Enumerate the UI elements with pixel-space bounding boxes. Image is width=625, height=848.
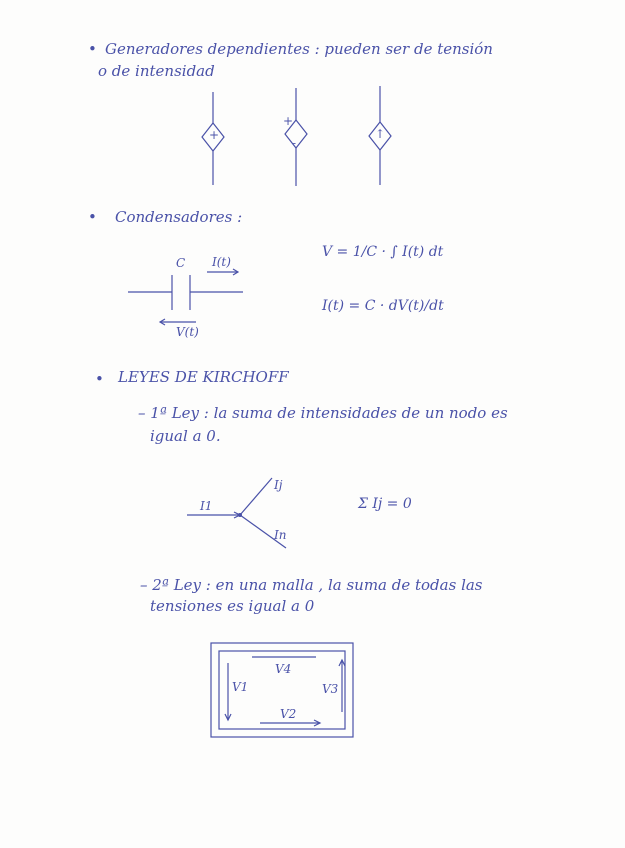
node-label-ij: Ij [274,478,283,492]
node-label-in: In [274,528,287,542]
kirchhoff-title: LEYES DE KIRCHOFF [118,368,289,386]
bullet-generadores: • [88,40,97,58]
source2-plus-symbol: + [283,114,294,128]
generadores-line1: Generadores dependientes : pueden ser de tensión [105,40,493,58]
mesh-label-v2: V2 [280,707,297,721]
formula-nodo: Σ Ij = 0 [358,496,412,512]
ley1-line2: igual a 0. [150,427,221,445]
mesh-label-v4: V4 [275,662,292,676]
capacitor-icon [128,269,243,325]
capacitor-label-current: I(t) [212,255,231,269]
source3-arrow-symbol: ↑ [375,127,386,141]
capacitor-label-voltage: V(t) [176,325,199,339]
ley1-line1: – 1ª Ley : la suma de intensidades de un nodo es [138,404,508,422]
condensadores-title: Condensadores : [115,208,243,226]
mesh-label-v3: V3 [322,682,339,696]
source1-plus-symbol: + [209,128,220,142]
source2-minus-symbol: - [292,136,297,150]
formula-current: I(t) = C · dV(t)/dt [322,298,444,314]
bullet-condensadores: • [88,208,97,226]
node-diagram-icon [187,478,286,548]
node-label-i1: I1 [200,499,213,513]
ley2-line2: tensiones es igual a 0 [150,597,315,615]
mesh-label-v1: V1 [232,680,249,694]
bullet-kirchhoff: • [95,370,104,388]
generadores-line2: o de intensidad [98,62,215,80]
capacitor-label-c: C [176,256,186,270]
ley2-line1: – 2ª Ley : en una malla , la suma de todas las [140,576,483,594]
formula-voltage: V = 1/C · ∫ I(t) dt [322,244,444,260]
